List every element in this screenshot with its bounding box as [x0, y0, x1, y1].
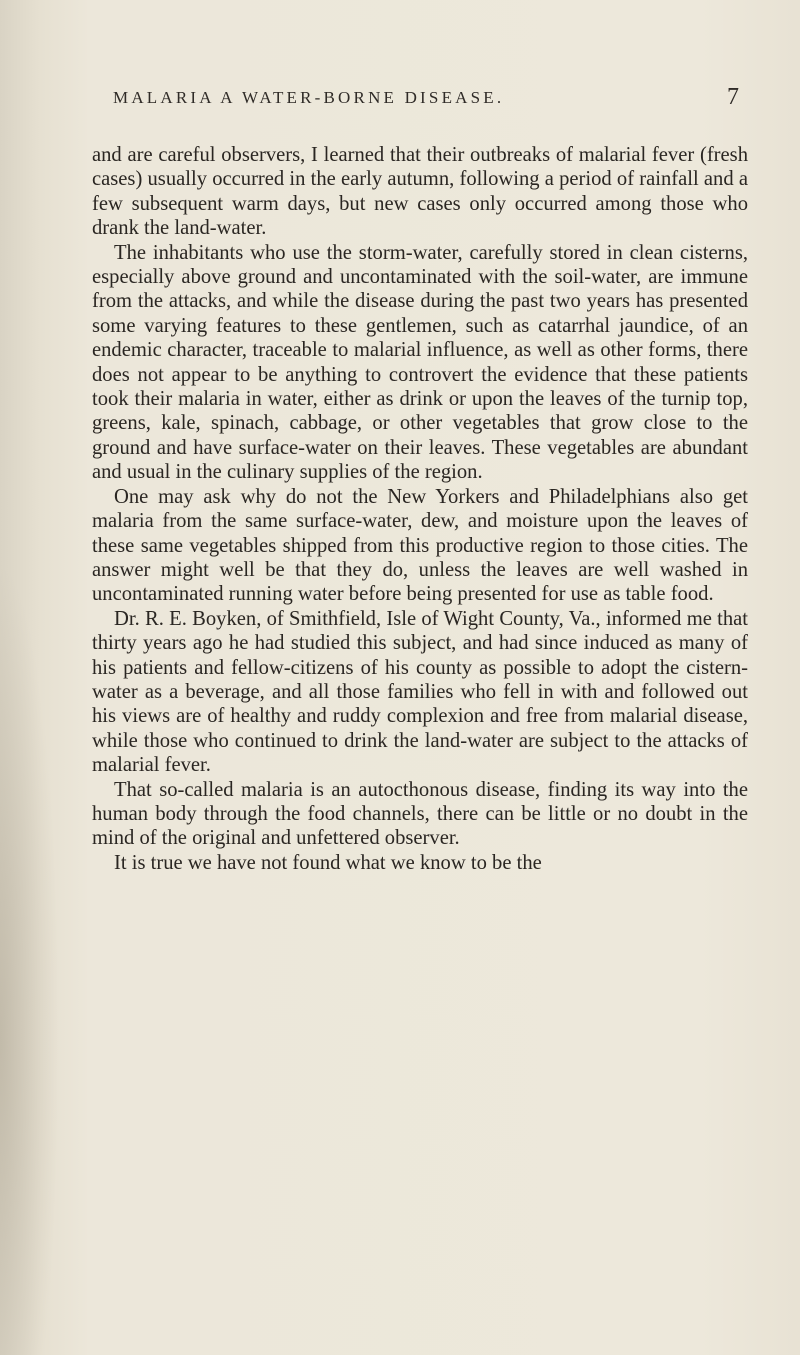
- running-title: MALARIA A WATER-BORNE DISEASE.: [113, 88, 505, 107]
- body-text: [92, 143, 748, 875]
- paragraph-2: The inhabitants who use the storm-water, carefully stored in clean cisterns, especially above ground and uncontaminated with the soil-water, are immune from the attacks, and while the disease during the past two years has presented some varying features to these gentlemen, such as catarrhal jaundice, of an endemic character, traceable to malarial influence, as well as other forms, there does not appear to be anything to controvert the evidence that these patients took their malaria in water, either as drink or upon the leaves of the turnip top, greens, kale, spinach, cabbage, or other vegetables that grow close to the ground and have surface-water on their leaves. These vegetables are abundant and usual in the culinary supplies of the region.: [92, 241, 748, 484]
- running-head: [113, 84, 739, 118]
- paragraph-4: Dr. R. E. Boyken, of Smithfield, Isle of Wight County, Va., informed me that thirty years ago he had studied this subject, and had since induced as many of his patients and fellow-citizens of his county as possible to adopt the cistern-water as a beverage, and all those families who fell in with and followed out his views are of healthy and ruddy complexion and free from malarial disease, while those who continued to drink the land-water are subject to the attacks of malarial fever.: [92, 607, 748, 777]
- paragraph-3: One may ask why do not the New Yorkers and Philadelphians also get malaria from the same surface-water, dew, and moisture upon the leaves of these same vegetables shipped from this productive region to those cities. The answer might well be that they do, unless the leaves are well washed in uncontaminated running water before being presented for use as table food.: [92, 485, 748, 606]
- paragraph-5: That so-called malaria is an autocthonous disease, finding its way into the human body through the food channels, there can be little or no doubt in the mind of the original and unfettered observer.: [92, 778, 748, 850]
- paragraph-6: It is true we have not found what we know to be the: [114, 851, 542, 874]
- paragraph-1: and are careful observers, I learned that their outbreaks of malarial fever (fresh cases) usually occurred in the early autumn, following a period of rainfall and a few subsequent warm days, but new cases only occurred among those who drank the land-water.: [92, 144, 748, 240]
- page-number: 7: [727, 84, 739, 110]
